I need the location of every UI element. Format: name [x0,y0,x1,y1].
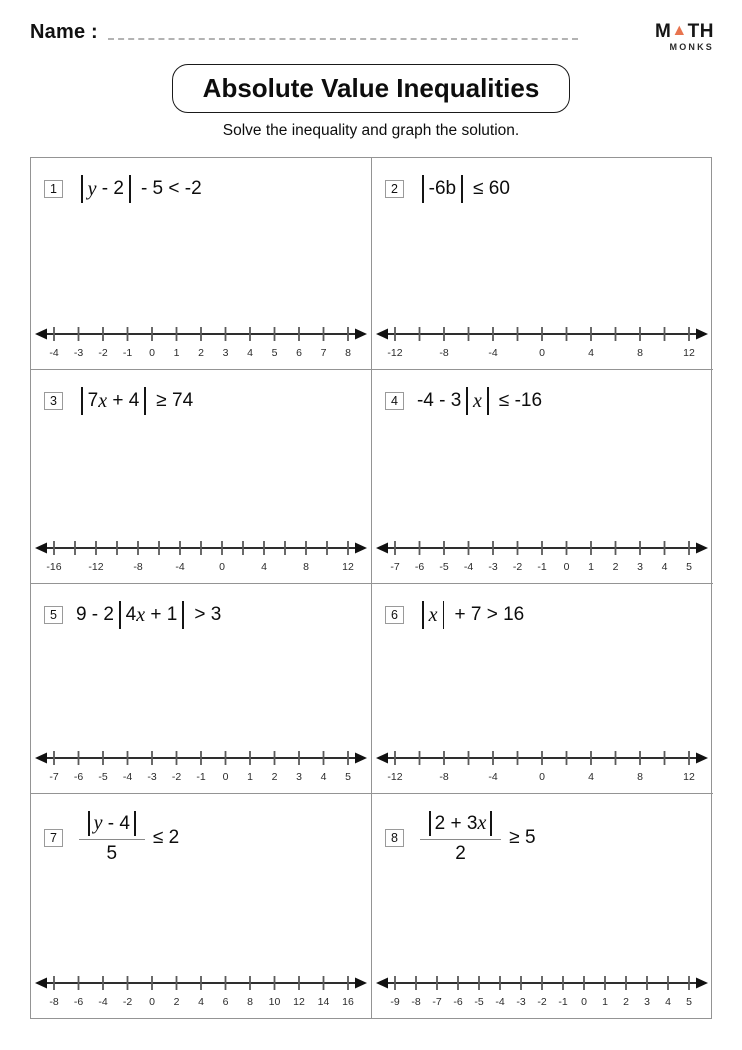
tick-label: -4 [98,996,108,1008]
tick-label: -6 [73,771,84,783]
tick-label: -6 [414,561,425,573]
absolute-value-bar [134,811,136,836]
name-row [30,20,578,44]
number-line [34,745,368,787]
tick-label: 0 [222,771,229,783]
equation [76,811,179,865]
tick-label: 1 [588,561,594,573]
problem-number: 8 [385,829,404,848]
equation-variable: y [87,177,97,200]
left-arrow-icon [35,543,47,554]
equation-row [385,175,705,203]
equation-text: ≤ -16 [493,390,543,411]
problem-number: 2 [385,180,404,199]
fraction-denominator [79,839,145,865]
tick-label: 8 [345,347,351,359]
equation-variable: x [98,389,108,412]
equation-text: ≤ 2 [147,827,180,848]
tick-label: 12 [293,996,305,1008]
fraction-numerator [79,811,145,839]
tick-label: 12 [683,347,695,359]
problem-cell [372,584,713,794]
equation-variable: x [477,812,487,834]
tick-label: 3 [296,771,302,783]
tick-label: -6 [453,996,463,1008]
tick-label: 5 [686,996,692,1008]
equation-row [44,601,363,629]
tick-label: 12 [683,771,695,783]
logo-wordmark [655,22,714,41]
absolute-value-bar [144,387,146,415]
equation [76,601,221,629]
absolute-value-bar [466,387,468,415]
equation-text: ≥ 5 [504,827,536,848]
tick-label: 0 [563,561,570,573]
tick-label: -2 [98,347,108,359]
equation-text: -4 - 3 [416,390,462,411]
problem-number: 4 [385,392,404,411]
name-blank-line [108,20,578,40]
tick-label: 7 [320,347,327,359]
equation-text: ≤ 60 [467,178,510,199]
tick-label: 3 [222,347,229,359]
number-line [34,321,368,363]
tick-label: 2 [198,347,204,359]
tick-label: -12 [387,771,403,783]
tick-label: 0 [539,771,545,783]
title-wrap [0,64,742,113]
equation-text: - 5 < -2 [135,178,202,199]
tick-label: 1 [602,996,608,1008]
left-arrow-icon [35,753,47,764]
equation [417,601,524,629]
tick-label: -5 [439,561,449,573]
tick-label: 8 [303,561,309,573]
right-arrow-icon [355,753,367,764]
equation-text: 9 - 2 [75,604,114,625]
tick-label: 1 [247,771,253,783]
absolute-value-bar [443,601,445,629]
equation-text: 4 [125,604,137,625]
name-label: Name : [30,21,98,43]
right-arrow-icon [355,978,367,989]
tick-label: -9 [390,996,400,1008]
tick-label: -3 [147,771,157,783]
left-arrow-icon [376,753,388,764]
absolute-value-bar [88,811,90,836]
absolute-value-bar [422,175,424,203]
equation-row [385,811,705,865]
tick-label: -1 [196,771,206,783]
tick-label: 10 [268,996,281,1008]
instructions-text: Solve the inequality and graph the solution. [222,122,520,139]
equation-text: > 3 [189,604,222,625]
fraction-denominator [420,839,501,865]
equation-text: 5 [106,843,118,864]
tick-label: -8 [411,996,421,1008]
tick-label: -4 [463,561,474,573]
tick-label: -8 [439,771,449,783]
equation-text: 2 + 3 [434,812,478,834]
tick-label: 6 [222,996,229,1008]
absolute-value-bar [461,175,463,203]
fraction-numerator [420,811,501,839]
problem-cell [31,370,372,584]
equation-row [385,387,705,415]
tick-label: -4 [175,561,185,573]
problem-number: 3 [44,392,63,411]
equation-text: 2 [455,843,466,864]
tick-label: -4 [49,347,59,359]
left-arrow-icon [376,978,388,989]
tick-label: -2 [512,561,523,573]
tick-label: -4 [488,347,498,359]
tick-label: -3 [488,561,498,573]
equation-variable: x [136,603,146,626]
equation [417,811,536,865]
right-arrow-icon [696,329,708,340]
left-arrow-icon [35,978,47,989]
tick-label: 14 [317,996,330,1008]
equation [76,387,193,415]
number-line [375,535,709,577]
fraction [420,811,501,865]
problem-number: 6 [385,606,404,625]
equation-variable: x [473,389,482,412]
tick-label: 8 [247,996,253,1008]
tick-label: 4 [247,347,253,359]
problem-cell [372,370,713,584]
absolute-value-bar [81,175,83,203]
tick-label: -5 [98,771,108,783]
number-line [375,745,709,787]
tick-label: 5 [345,771,351,783]
equation-variable: x [428,603,438,626]
tick-label: 2 [623,996,629,1008]
tick-label: 6 [296,347,302,359]
tick-label: 4 [588,347,594,359]
tick-label: -7 [432,996,442,1008]
tick-label: 1 [173,347,180,359]
equation [417,175,510,203]
tick-label: 4 [661,561,668,573]
tick-label: -12 [387,347,403,359]
tick-label: -2 [122,996,133,1008]
tick-label: -6 [73,996,84,1008]
equation-text: -6b [428,178,457,199]
problem-number: 7 [44,829,63,848]
number-line [34,535,368,577]
tick-label: 0 [539,347,545,359]
absolute-value-bar [487,387,489,415]
tick-label: 8 [637,347,643,359]
absolute-value-bar [129,175,131,203]
tick-label: 4 [261,561,267,573]
tick-label: 16 [342,996,354,1008]
logo [655,22,714,52]
problems-grid [30,157,712,1019]
tick-label: -3 [516,996,526,1008]
logo-letters-th: TH [687,21,714,42]
tick-label: -8 [49,996,59,1008]
tick-label: -1 [558,996,568,1008]
tick-label: 2 [612,561,619,573]
problem-cell [372,158,713,370]
tick-label: 3 [644,996,650,1008]
problem-number: 1 [44,180,63,199]
tick-label: 2 [173,996,180,1008]
left-arrow-icon [35,329,47,340]
right-arrow-icon [696,543,708,554]
tick-label: -4 [488,771,498,783]
tick-label: 3 [637,561,643,573]
left-arrow-icon [376,543,388,554]
tick-label: -2 [537,996,547,1008]
tick-label: -7 [390,561,400,573]
absolute-value-bar [429,811,431,836]
equation-row [44,387,363,415]
equation-row [385,601,705,629]
absolute-value-bar [422,601,424,629]
tick-label: 0 [219,561,225,573]
absolute-value-bar [81,387,83,415]
right-arrow-icon [355,543,367,554]
absolute-value-bar [119,601,121,629]
tick-label: 0 [149,996,155,1008]
tick-label: -8 [439,347,449,359]
tick-label: -7 [49,771,59,783]
right-arrow-icon [696,753,708,764]
absolute-value-bar [490,811,492,836]
tick-label: 4 [198,996,204,1008]
problem-number: 5 [44,606,63,625]
tick-label: 4 [320,771,327,783]
equation-text: + 1 [145,604,178,625]
tick-label: -2 [171,771,182,783]
tick-label: -5 [474,996,484,1008]
equation-text: ≥ 74 [151,390,194,411]
equation-row [44,811,363,865]
tick-label: 4 [665,996,671,1008]
tick-label: -8 [133,561,143,573]
problem-cell [31,584,372,794]
worksheet-title: Absolute Value Inequalities [172,64,571,113]
left-arrow-icon [376,329,388,340]
problem-cell [31,794,372,1018]
tick-label: 5 [686,561,692,573]
absolute-value-bar [182,601,184,629]
equation [417,387,542,415]
problem-cell [31,158,372,370]
tick-label: 12 [342,561,354,573]
tick-label: -1 [537,561,547,573]
fraction [79,811,145,865]
equation-text: - 2 [96,178,124,199]
logo-triangle-icon: ▲ [671,22,688,39]
equation [76,175,202,203]
equation-text: + 7 > 16 [449,604,525,625]
tick-label: 4 [588,771,594,783]
equation-text: - 4 [102,812,130,834]
tick-label: -1 [122,347,133,359]
equation-variable: y [93,812,103,834]
header [0,0,742,52]
tick-label: -3 [73,347,84,359]
right-arrow-icon [696,978,708,989]
tick-label: 0 [581,996,587,1008]
tick-label: 8 [637,771,643,783]
logo-letter-m: M [655,21,672,42]
tick-label: 0 [149,347,155,359]
number-line [375,321,709,363]
equation-text: + 4 [107,390,140,411]
logo-monks-text: MONKS [669,42,714,52]
tick-label: 2 [271,771,278,783]
tick-label: -12 [88,561,104,573]
number-line [375,970,709,1012]
problem-cell [372,794,713,1018]
tick-label: -4 [495,996,505,1008]
tick-label: -4 [122,771,133,783]
right-arrow-icon [355,329,367,340]
tick-label: -16 [46,561,62,573]
tick-label: 5 [271,347,278,359]
equation-text: 7 [87,390,99,411]
number-line [34,970,368,1012]
equation-row [44,175,363,203]
